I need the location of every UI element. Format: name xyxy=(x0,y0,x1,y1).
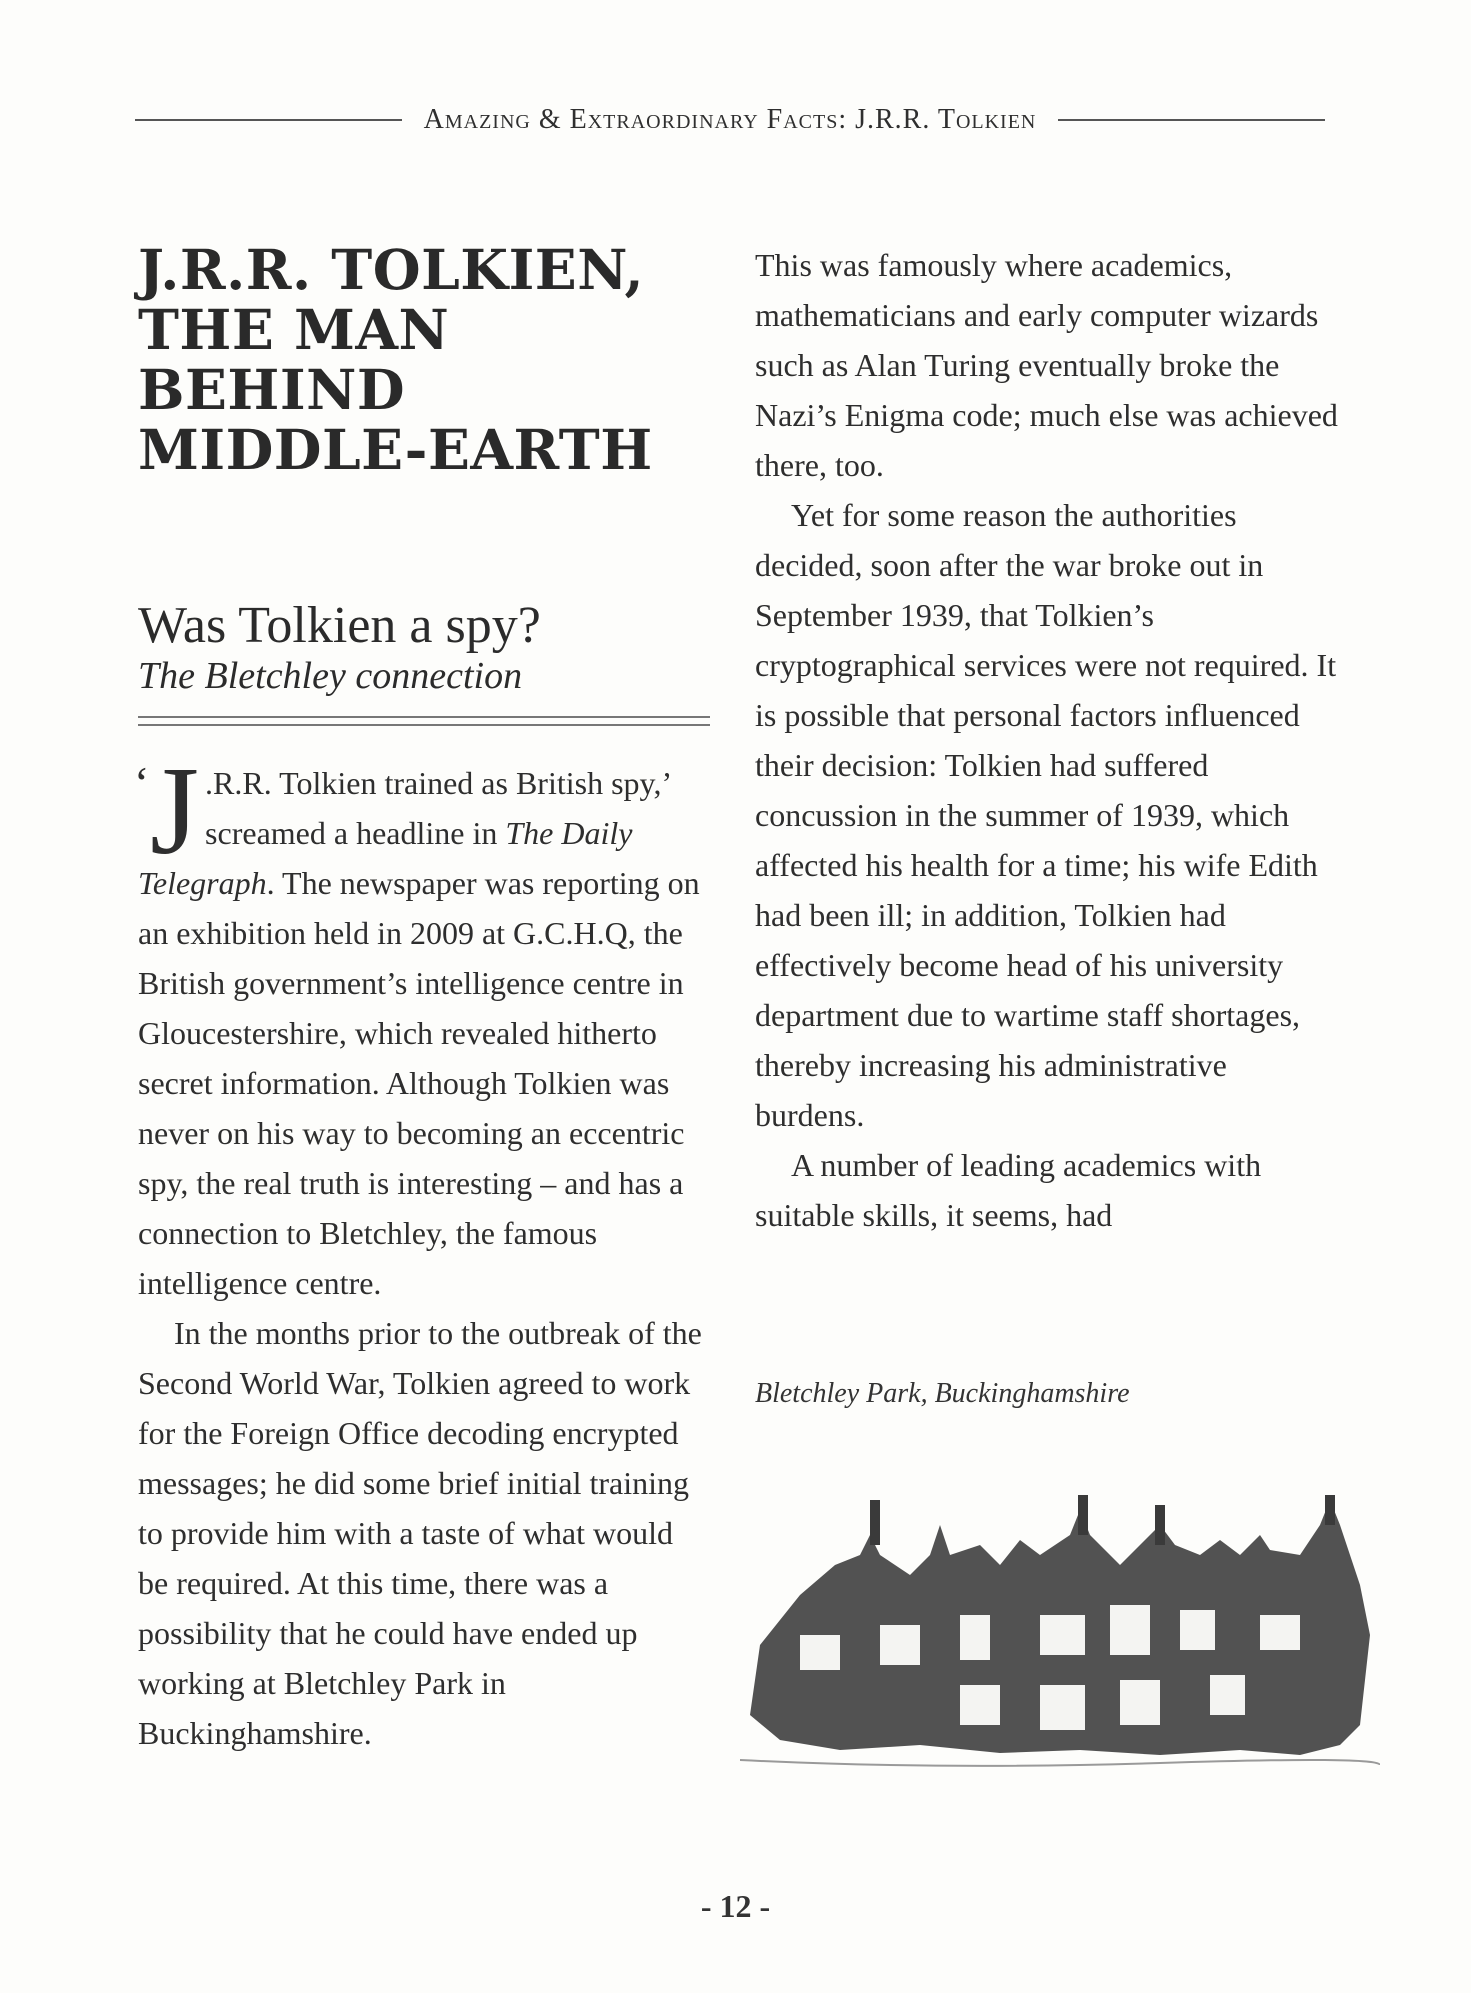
drop-cap xyxy=(134,742,200,881)
image-caption: Bletchley Park, Buckinghamshire xyxy=(755,1378,1130,1409)
running-head-rule-right xyxy=(1058,119,1325,121)
running-head-text: Amazing & Extraordinary Facts: J.R.R. Tolkien xyxy=(423,104,1037,135)
section-divider xyxy=(138,716,710,726)
page-number: - 12 - xyxy=(700,1888,771,1924)
running-head xyxy=(135,100,1325,140)
paragraph-4: Yet for some reason the authorities decided, soon after the war broke out in September 1939, that Tolkien’s cryptographical services were not required. It is possible that personal factors influenced their decision: Tolkien had suffered concussion in the summer of 1939, which affected his health for a time; his wife Edith had been ill; in addition, Tolkien had effectively become head of his university department due to wartime staff shortages, thereby increasing his administrative burdens. xyxy=(755,497,1337,1133)
paragraph-1-text-b: . The newspaper was reporting on an exhibition held in 2009 at G.C.H.Q, the British government’s intelligence centre in Gloucestershire, which revealed hitherto secret information. Although Tolkien was never on his way to becoming an eccentric spy, the real truth is interesting – and has a connection to Bletchley, the famous intelligence centre. xyxy=(138,865,700,1301)
left-body xyxy=(134,742,710,1758)
paragraph-1-text-a: .R.R. Tolkien trained as British spy,’ screamed a headline in xyxy=(205,765,670,851)
running-head-rule-left xyxy=(135,119,402,121)
title-line-2: THE MAN BEHIND xyxy=(138,297,450,422)
newspaper-name: The Daily Telegraph xyxy=(138,815,633,901)
right-column xyxy=(755,240,1340,1240)
paragraph-3: This was famously where academics, mathematicians and early computer wizards such as Alan Turing eventually broke the Nazi’s Enigma code; much else was achieved there, too. xyxy=(755,247,1338,483)
title-line-3: MIDDLE-EARTH xyxy=(138,417,653,482)
drop-cap-letter: J xyxy=(150,742,200,881)
paragraph-1 xyxy=(134,742,710,1308)
paragraph-2: In the months prior to the outbreak of the Second World War, Tolkien agreed to work for the Foreign Office decoding encrypted messages; he did some brief initial training to provide him with a taste of what would be required. At this time, there was a possibility that he could have ended up working at Bletchley Park in Buckinghamshire. xyxy=(138,1315,702,1751)
bletchley-park-photo xyxy=(740,1495,1380,1825)
section-subheading: The Bletchley connection xyxy=(138,655,523,697)
drop-cap-quote: ‘ xyxy=(134,757,150,808)
page-title xyxy=(138,237,710,482)
left-column xyxy=(134,237,710,1758)
ground-line xyxy=(740,1760,1380,1766)
paragraph-5: A number of leading academics with suitable skills, it seems, had xyxy=(755,1147,1262,1233)
section-heading: Was Tolkien a spy? xyxy=(138,597,541,654)
title-line-1: J.R.R. TOLKIEN, xyxy=(138,237,645,302)
